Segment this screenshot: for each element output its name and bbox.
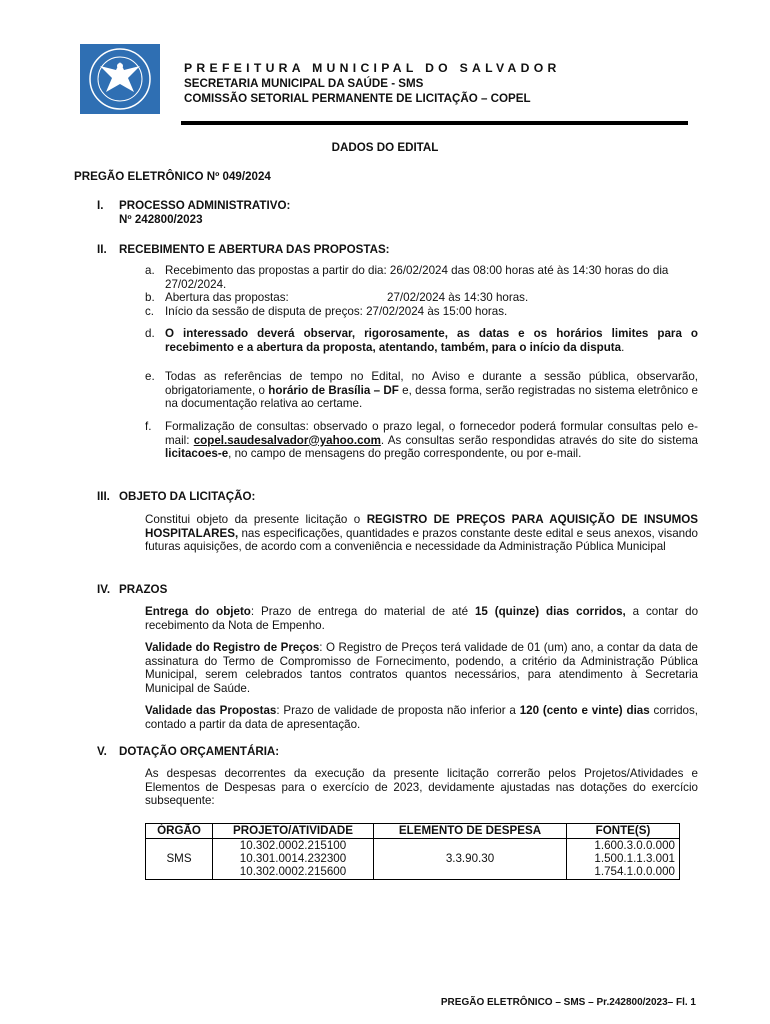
section-number: V.: [97, 745, 107, 758]
page-footer: PREGÃO ELETRÔNICO – SMS – Pr.242800/2023– Fl. 1: [440, 997, 696, 1008]
fonte-value: 1.600.3.0.0.000: [594, 839, 675, 852]
paragraph-text: Constitui objeto da presente licitação o: [145, 513, 367, 526]
item-text: .: [621, 340, 625, 354]
item-bold-text: horário de Brasília – DF: [268, 383, 399, 397]
paragraph-text: corridos, contado a partir da data de apresentação.: [145, 704, 698, 731]
item-text: Início da sessão de disputa de preços: 27/02/2024 às 15:00 horas.: [165, 305, 508, 318]
header-prefeitura: PREFEITURA MUNICIPAL DO SALVADOR: [184, 61, 561, 75]
section-title: RECEBIMENTO E ABERTURA DAS PROPOSTAS:: [119, 243, 390, 256]
section-3-heading: [97, 490, 255, 504]
item-d: [145, 327, 698, 354]
item-marker: c.: [145, 305, 155, 318]
orgao-cell: SMS: [146, 839, 213, 880]
item-f: [145, 420, 698, 461]
fonte-cell: [567, 839, 680, 880]
prazo-entrega-paragraph: [145, 605, 698, 632]
item-value: 27/02/2024 às 14:30 horas.: [387, 291, 529, 304]
dotacao-table: [145, 823, 680, 880]
section-2-heading: [97, 243, 390, 257]
objeto-paragraph: [145, 513, 698, 554]
item-marker: a.: [145, 264, 155, 277]
validade-registro-paragraph: [145, 641, 698, 695]
paragraph-label: Entrega do objeto: [145, 605, 251, 618]
paragraph-text: : Prazo de entrega do material de até: [250, 605, 475, 618]
item-b: [145, 291, 698, 305]
paragraph-bold-text: REGISTRO DE PREÇOS PARA AQUISIÇÃO DE INSUMOS HOSPITALARES,: [145, 513, 698, 540]
projeto-value: 10.302.0002.215100: [239, 839, 347, 852]
section-number: IV.: [97, 583, 111, 596]
item-text: e, dessa forma, serão registradas no sistema eletrônico e na documentação relativa ao certame.: [165, 383, 698, 411]
item-marker: b.: [145, 291, 155, 304]
elemento-cell: 3.3.90.30: [374, 839, 567, 880]
item-e: [145, 370, 698, 411]
section-4-heading: [97, 583, 167, 597]
section-title: DOTAÇÃO ORÇAMENTÁRIA:: [119, 745, 280, 758]
contact-email-link[interactable]: copel.saudesalvador@yahoo.com: [193, 433, 381, 447]
pregao-number: PREGÃO ELETRÔNICO Nº 049/2024: [74, 170, 271, 183]
column-header: FONTE(S): [567, 824, 680, 839]
item-text: , no campo de mensagens do pregão correspondente, ou por e-mail.: [228, 447, 582, 461]
paragraph-text: a contar do recebimento da Nota de Empenho.: [145, 605, 699, 632]
dotacao-paragraph: As despesas decorrentes da execução da presente licitação correrão pelos Projetos/Atividades e Elementos de Despesas para o exercício de 2023, devidamente ajustadas nas dotações do exercício subsequente:: [145, 767, 698, 808]
document-title: DADOS DO EDITAL: [331, 141, 439, 154]
section-title: PROCESSO ADMINISTRATIVO:: [119, 199, 291, 212]
city-seal-logo: [80, 44, 160, 114]
item-marker: d.: [145, 327, 155, 340]
section-1-heading: [97, 199, 290, 213]
section-5-heading: [97, 745, 279, 759]
section-number: III.: [97, 490, 110, 503]
item-marker: e.: [145, 370, 155, 383]
item-bold-text: licitacoes-e: [165, 447, 229, 461]
paragraph-text: : Prazo de validade de proposta não inferior a: [276, 704, 520, 717]
item-text: Recebimento das propostas a partir do dia: 26/02/2024 das 08:00 horas até às 14:30 horas do dia 27/02/2024.: [165, 264, 669, 291]
section-title: OBJETO DA LICITAÇÃO:: [119, 490, 256, 503]
table-row: [146, 839, 680, 880]
item-text: . As consultas serão respondidas através do site do sistema: [380, 433, 698, 447]
section-number: II.: [97, 243, 107, 256]
fonte-value: 1.500.1.1.3.001: [594, 852, 675, 866]
item-c: [145, 305, 698, 319]
column-header: PROJETO/ATIVIDADE: [213, 824, 374, 839]
item-text: Todas as referências de tempo no Edital, no Aviso e durante a sessão pública, observarão, obrigatoriamente, o: [165, 370, 698, 397]
projeto-value: 10.301.0014.232300: [239, 852, 347, 866]
projeto-value: 10.302.0002.215600: [239, 865, 347, 879]
paragraph-text: : O Registro de Preços terá validade de 01 (um) ano, a contar da data de assinatura do Termo de Compromisso de Fornecimento, podendo, a critério da Administração Pública Municipal, serem celebrados tantos contratos quantos necessários, para atendimento à Secretaria Municipal de Saúde.: [145, 641, 698, 695]
section-title: PRAZOS: [119, 583, 168, 596]
item-a: [145, 264, 698, 291]
item-label: Abertura das propostas:: [165, 291, 289, 304]
paragraph-text: nas especificações, quantidades e prazos constante deste edital e seus anexos, visando futuras aquisições, de acordo com a conveniência e necessidade da Administração Pública Municipal: [145, 526, 698, 554]
validade-propostas-paragraph: [145, 704, 698, 731]
column-header: ÓRGÃO: [146, 824, 213, 839]
projeto-cell: [213, 839, 374, 880]
header-comissao: COMISSÃO SETORIAL PERMANENTE DE LICITAÇÃO – COPEL: [184, 92, 531, 105]
table-header-row: [146, 824, 680, 839]
paragraph-label: Validade do Registro de Preços: [145, 641, 320, 654]
header-divider: [181, 121, 688, 125]
fonte-value: 1.754.1.0.0.000: [594, 865, 675, 879]
processo-number: Nº 242800/2023: [119, 213, 203, 226]
header-secretaria: SECRETARIA MUNICIPAL DA SAÚDE - SMS: [184, 77, 424, 90]
item-bold-text: O interessado deverá observar, rigorosamente, as datas e os horários limites para o recebimento e a abertura da proposta, atentando, também, para o início da disputa: [165, 327, 698, 354]
item-marker: f.: [145, 420, 152, 433]
section-number: I.: [97, 199, 104, 212]
paragraph-bold-text: 15 (quinze) dias corridos,: [474, 605, 626, 618]
paragraph-label: Validade das Propostas: [145, 704, 277, 717]
column-header: ELEMENTO DE DESPESA: [374, 824, 567, 839]
paragraph-bold-text: 120 (cento e vinte) dias: [519, 704, 650, 717]
item-text: Formalização de consultas: observado o prazo legal, o fornecedor poderá formular consultas pelo e-mail:: [165, 420, 698, 447]
